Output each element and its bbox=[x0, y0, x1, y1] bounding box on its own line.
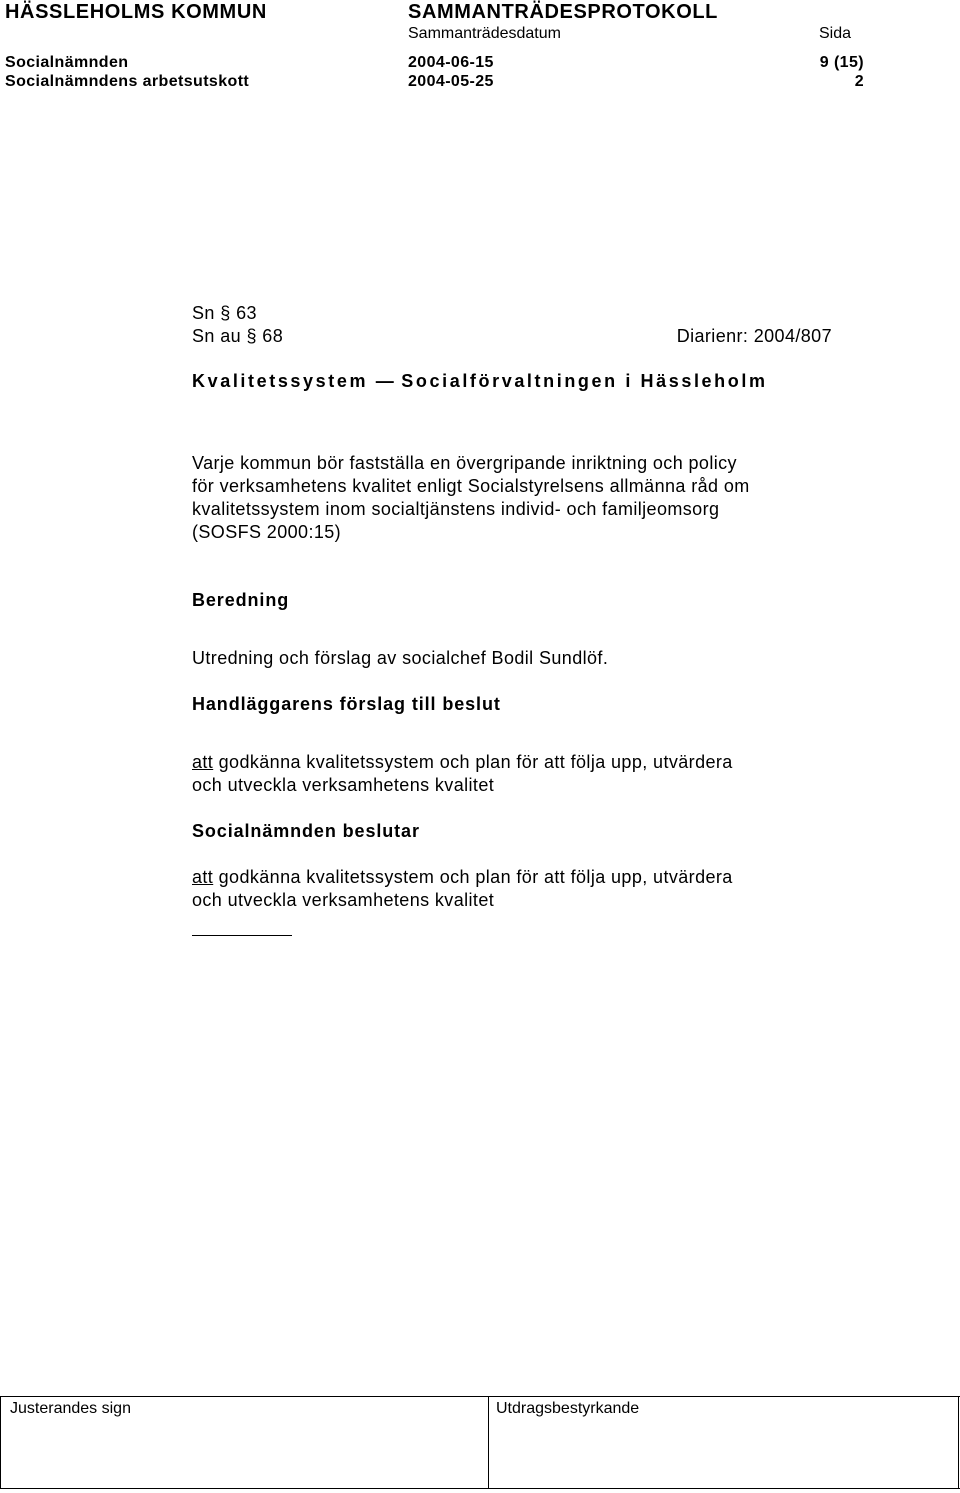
att-keyword: att bbox=[192, 867, 214, 887]
meeting-date-2: 2004-05-25 bbox=[408, 73, 494, 90]
sn-paragraph-ref bbox=[192, 302, 257, 325]
title-left: Kvalitetssystem bbox=[192, 371, 369, 391]
decision-heading: Socialnämnden beslutar bbox=[192, 821, 420, 841]
proposal-line: och utveckla verksamhetens kvalitet bbox=[192, 775, 495, 795]
decision-line bbox=[192, 866, 852, 889]
title-dash: — bbox=[375, 371, 394, 391]
footer-justerandes-sign: Justerandes sign bbox=[10, 1400, 131, 1417]
page-number-1: 9 (15) bbox=[819, 54, 864, 71]
footer-divider bbox=[488, 1396, 489, 1488]
body-name-1: Socialnämnden bbox=[5, 54, 129, 71]
case-title bbox=[192, 371, 768, 392]
snau-paragraph-ref bbox=[192, 325, 283, 348]
footer-bottom-rule bbox=[0, 1488, 960, 1489]
footer-utdragsbestyrkande: Utdragsbestyrkande bbox=[496, 1400, 640, 1417]
proposal-text: godkänna kvalitetssystem och plan för att följa upp, utvärdera bbox=[218, 752, 733, 772]
proposal-line bbox=[192, 751, 852, 774]
document-type: SAMMANTRÄDESPROTOKOLL bbox=[408, 1, 719, 23]
decision-line: och utveckla verksamhetens kvalitet bbox=[192, 890, 495, 910]
municipality-name: HÄSSLEHOLMS KOMMUN bbox=[5, 1, 267, 23]
intro-line: för verksamhetens kvalitet enligt Socialstyrelsens allmänna råd om bbox=[192, 476, 750, 496]
title-right: Socialförvaltningen i Hässleholm bbox=[401, 371, 768, 391]
proposal-heading: Handläggarens förslag till beslut bbox=[192, 694, 501, 714]
page-number-2: 2 bbox=[854, 73, 864, 90]
intro-paragraph bbox=[192, 452, 852, 544]
footer-right-border bbox=[958, 1396, 959, 1488]
diary-number: Diarienr: 2004/807 bbox=[676, 326, 832, 346]
date-label: Sammanträdesdatum bbox=[408, 25, 561, 42]
intro-line: Varje kommun bör fastställa en övergripande inriktning och policy bbox=[192, 453, 737, 473]
sn-number: 63 bbox=[236, 303, 257, 323]
section-sign: § bbox=[220, 303, 231, 323]
section-sign: § bbox=[246, 326, 257, 346]
decision-text: godkänna kvalitetssystem och plan för att följa upp, utvärdera bbox=[218, 867, 733, 887]
beredning-heading: Beredning bbox=[192, 590, 290, 610]
sn-prefix: Sn bbox=[192, 303, 215, 323]
snau-prefix: Sn au bbox=[192, 326, 242, 346]
intro-line: (SOSFS 2000:15) bbox=[192, 522, 342, 542]
snau-number: 68 bbox=[262, 326, 284, 346]
decision-paragraph bbox=[192, 866, 852, 912]
page-label: Sida bbox=[819, 25, 852, 42]
intro-line: kvalitetssystem inom socialtjänstens individ- och familjeomsorg bbox=[192, 499, 720, 519]
meeting-date-1: 2004-06-15 bbox=[408, 54, 494, 71]
beredning-text: Utredning och förslag av socialchef Bodil Sundlöf. bbox=[192, 648, 609, 668]
section-end-rule bbox=[192, 935, 292, 936]
att-keyword: att bbox=[192, 752, 214, 772]
footer-top-rule bbox=[0, 1396, 960, 1397]
footer-left-border bbox=[0, 1396, 1, 1488]
proposal-paragraph bbox=[192, 751, 852, 797]
body-name-2: Socialnämndens arbetsutskott bbox=[5, 73, 250, 90]
